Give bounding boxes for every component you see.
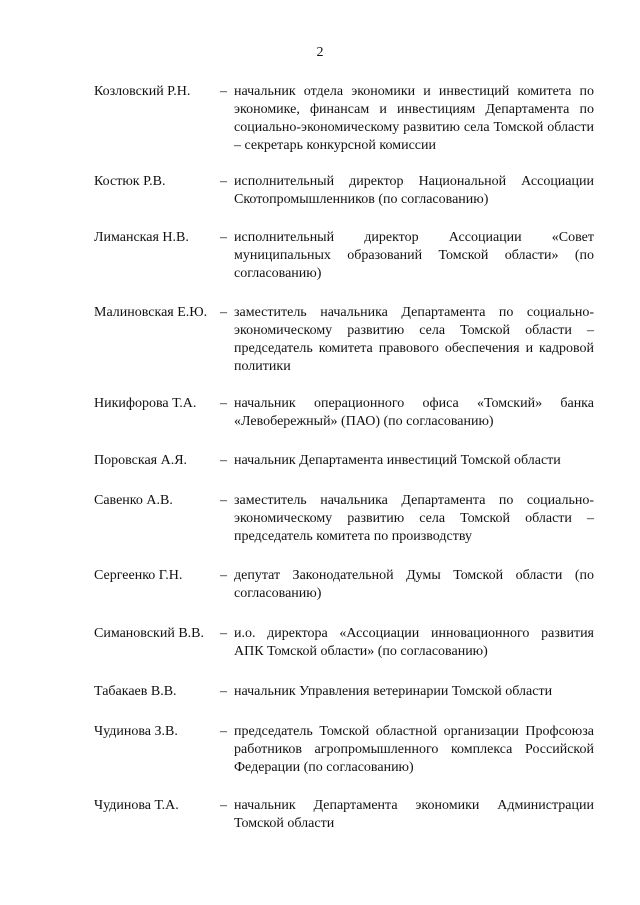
member-role: исполнительный директор Ассоциации «Совет муниципальных образований Томской области» (по согласованию): [234, 230, 594, 281]
member-role: исполнительный директор Национальной Ассоциации Скотопромышленников (по согласованию): [234, 174, 594, 207]
member-dash: –: [220, 396, 227, 411]
commission-member: [94, 173, 594, 209]
member-name: Табакаев В.В.: [94, 684, 177, 699]
member-name: Чудинова Т.А.: [94, 798, 179, 813]
member-role: заместитель начальника Департамента по социально-экономическому развитию села Томской области – председатель комитета правового обеспечения и кадровой политики: [234, 305, 594, 374]
commission-member: [94, 304, 594, 376]
member-dash: –: [220, 724, 227, 739]
member-dash: –: [220, 493, 227, 508]
member-role: и.о. директора «Ассоциации инновационного развития АПК Томской области» (по согласованию): [234, 626, 594, 659]
member-name: Козловский Р.Н.: [94, 84, 191, 99]
member-name: Чудинова З.В.: [94, 724, 178, 739]
page-number: 2: [316, 45, 324, 60]
commission-member: [94, 625, 594, 661]
member-dash: –: [220, 568, 227, 583]
member-dash: –: [220, 174, 227, 189]
member-name: Лиманская Н.В.: [94, 230, 189, 245]
commission-member: [94, 492, 594, 546]
member-name: Костюк Р.В.: [94, 174, 166, 189]
member-name: Никифорова Т.А.: [94, 396, 197, 411]
member-name: Малиновская Е.Ю.: [94, 305, 208, 320]
commission-member: [94, 723, 594, 777]
commission-member: [94, 395, 594, 431]
member-role: начальник отдела экономики и инвестиций комитета по экономике, финансам и инвестициям Департамента по социально-экономическому развитию села Томской области – секретарь конкурсной комиссии: [234, 84, 594, 153]
commission-member: [94, 797, 594, 833]
commission-member: [94, 683, 594, 701]
member-name: Симановский В.В.: [94, 626, 205, 641]
member-role: начальник операционного офиса «Томский» банка «Левобережный» (ПАО) (по согласованию): [234, 396, 594, 429]
member-dash: –: [220, 453, 227, 468]
commission-member: [94, 567, 594, 603]
commission-member: [94, 452, 594, 470]
member-name: Поровская А.Я.: [94, 453, 188, 468]
member-dash: –: [220, 305, 227, 320]
member-role: председатель Томской областной организации Профсоюза работников агропромышленного комплекса Российской Федерации (по согласованию): [234, 724, 594, 775]
member-name: Сергеенко Г.Н.: [94, 568, 183, 583]
member-role: заместитель начальника Департамента по социально-экономическому развитию села Томской области – председатель комитета по производству: [234, 493, 594, 544]
member-dash: –: [220, 230, 227, 245]
commission-member: [94, 229, 594, 283]
member-role: начальник Департамента инвестиций Томской области: [234, 453, 561, 468]
member-dash: –: [220, 798, 227, 813]
commission-member: [94, 83, 594, 155]
member-dash: –: [220, 626, 227, 641]
member-name: Савенко А.В.: [94, 493, 173, 508]
member-dash: –: [220, 684, 227, 699]
member-role: начальник Управления ветеринарии Томской области: [234, 684, 553, 699]
member-dash: –: [220, 84, 227, 99]
member-role: депутат Законодательной Думы Томской области (по согласованию): [234, 568, 594, 601]
member-role: начальник Департамента экономики Администрации Томской области: [234, 798, 594, 831]
